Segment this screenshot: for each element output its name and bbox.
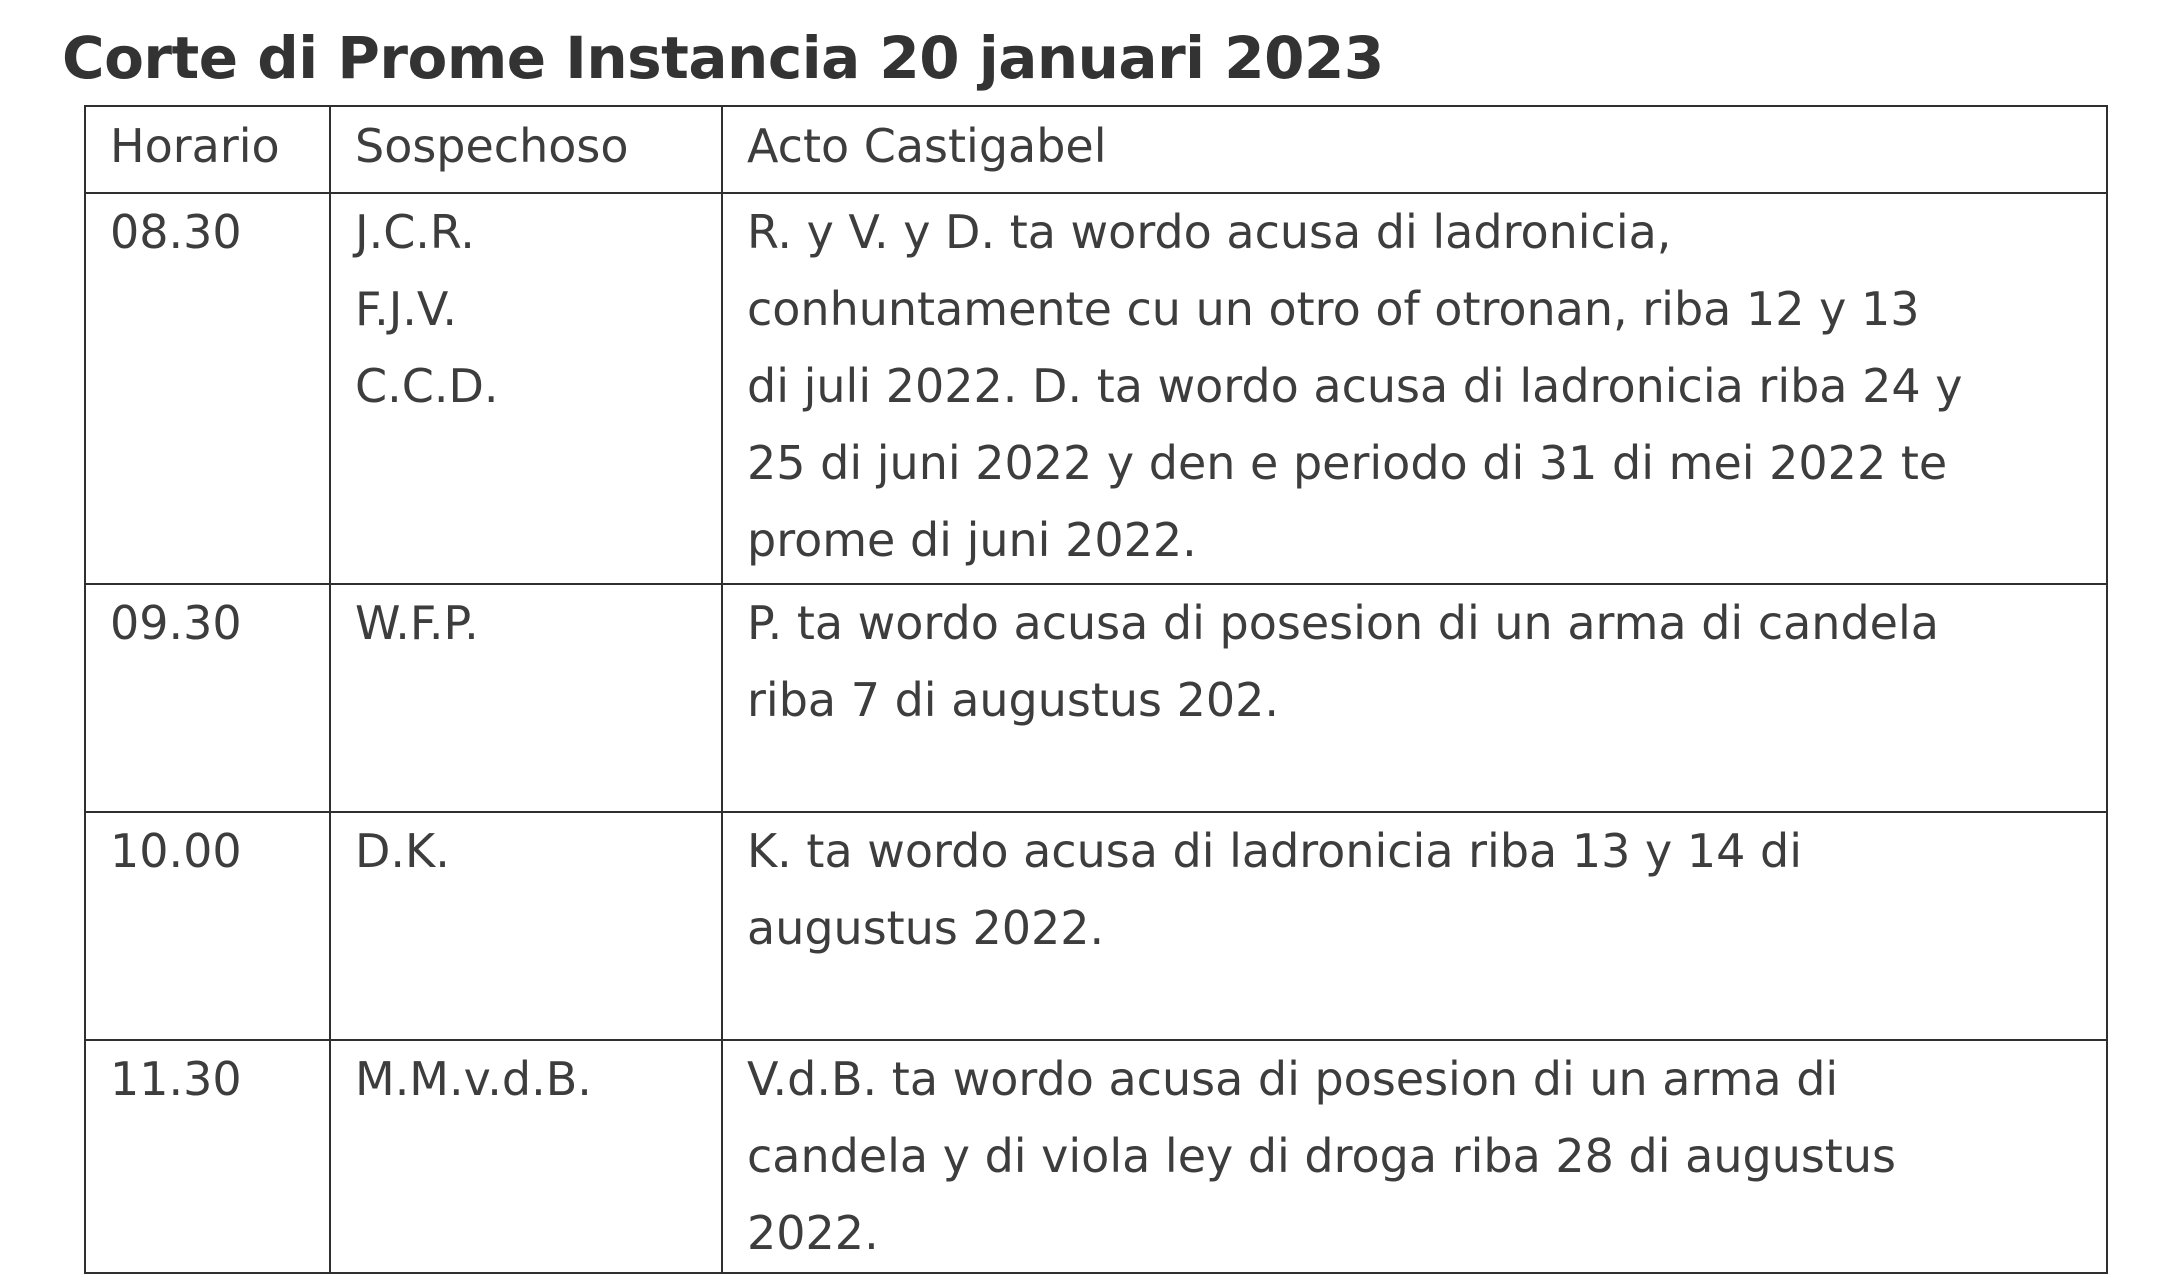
suspect-cell bbox=[330, 193, 722, 584]
suspect-cell bbox=[330, 584, 722, 812]
header-time: Horario bbox=[85, 106, 330, 193]
charge-text-line: augustus 2022. bbox=[747, 901, 1105, 955]
charge-text-line: P. ta wordo acusa di posesion di un arma di candela bbox=[747, 596, 1939, 650]
table-row bbox=[85, 1040, 2107, 1273]
charge-text-line: riba 7 di augustus 202. bbox=[747, 673, 1280, 727]
charge-text-line: K. ta wordo acusa di ladronicia riba 13 y 14 di bbox=[747, 824, 1802, 878]
suspect-initials: J.C.R. bbox=[355, 205, 475, 259]
suspect-initials: W.F.P. bbox=[355, 596, 479, 650]
suspect-initials: M.M.v.d.B. bbox=[355, 1052, 592, 1106]
charge-text-line: 2022. bbox=[747, 1206, 879, 1260]
charge-text-line: di juli 2022. D. ta wordo acusa di ladronicia riba 24 y bbox=[747, 359, 1963, 413]
suspect-initials: C.C.D. bbox=[355, 359, 499, 413]
charge-cell bbox=[722, 584, 2107, 812]
table-row bbox=[85, 584, 2107, 812]
header-suspect: Sospechoso bbox=[330, 106, 722, 193]
header-charge: Acto Castigabel bbox=[722, 106, 2107, 193]
charge-text-line: prome di juni 2022. bbox=[747, 513, 1197, 567]
time-cell bbox=[85, 193, 330, 584]
time-cell bbox=[85, 1040, 330, 1273]
table-header-row bbox=[85, 106, 2107, 193]
table-row bbox=[85, 193, 2107, 584]
charge-text-line: R. y V. y D. ta wordo acusa di ladronicia, bbox=[747, 205, 1672, 259]
suspect-cell bbox=[330, 1040, 722, 1273]
suspect-initials: D.K. bbox=[355, 824, 450, 878]
charge-text-line: conhuntamente cu un otro of otronan, riba 12 y 13 bbox=[747, 282, 1920, 336]
court-schedule-table bbox=[84, 105, 2108, 1274]
charge-text-line: candela y di viola ley di droga riba 28 di augustus bbox=[747, 1129, 1896, 1183]
charge-cell bbox=[722, 812, 2107, 1040]
time-value: 11.30 bbox=[110, 1052, 242, 1106]
charge-cell bbox=[722, 193, 2107, 584]
time-cell bbox=[85, 584, 330, 812]
time-value: 08.30 bbox=[110, 205, 242, 259]
time-value: 10.00 bbox=[110, 824, 242, 878]
suspect-initials: F.J.V. bbox=[355, 282, 458, 336]
table-row bbox=[85, 812, 2107, 1040]
charge-text-line: 25 di juni 2022 y den e periodo di 31 di mei 2022 te bbox=[747, 436, 1948, 490]
time-cell bbox=[85, 812, 330, 1040]
time-value: 09.30 bbox=[110, 596, 242, 650]
charge-text-line: V.d.B. ta wordo acusa di posesion di un arma di bbox=[747, 1052, 1839, 1106]
suspect-cell bbox=[330, 812, 722, 1040]
charge-cell bbox=[722, 1040, 2107, 1273]
page-title: Corte di Prome Instancia 20 januari 2023 bbox=[62, 24, 1384, 92]
